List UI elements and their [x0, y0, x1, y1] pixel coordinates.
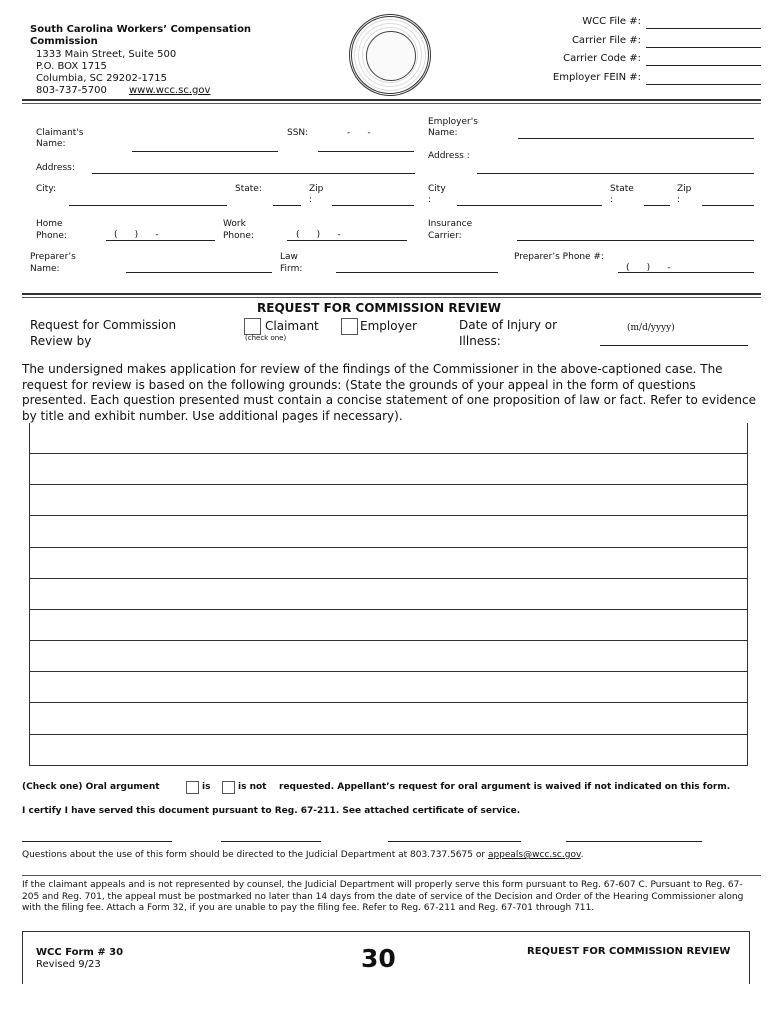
employer-address-field[interactable] — [477, 173, 754, 174]
insurance-carrier-label: Insurance Carrier: — [428, 219, 473, 241]
oral-argument-is-label: is — [202, 782, 211, 792]
address-field[interactable] — [92, 173, 415, 174]
org-address-line2: P.O. BOX 1715 — [36, 61, 107, 72]
date-of-injury-field[interactable] — [600, 345, 748, 346]
claimant-name-label: Claimant's Name: — [36, 128, 84, 149]
oral-argument-is-not-label: is not — [238, 782, 267, 792]
ssn-label: SSN: — [287, 128, 309, 138]
work-phone-mask: ( ) - — [296, 230, 341, 240]
city-label: City: — [36, 184, 57, 194]
signature-line-4[interactable] — [566, 841, 702, 842]
form-big-number: 30 — [361, 944, 396, 973]
state-label: State: — [235, 184, 262, 194]
form-number: WCC Form # 30 — [36, 947, 124, 958]
requested-by-label: Request for Commission Review by — [30, 318, 177, 348]
org-phone: 803-737-5700 — [36, 85, 107, 96]
employer-name-label: Employer's Name: — [428, 117, 478, 138]
org-website-link[interactable]: www.wcc.sc.gov — [129, 85, 211, 96]
org-name: South Carolina Workers’ Compensation Commission — [30, 24, 252, 47]
service-notice: If the claimant appeals and is not represented by counsel, the Judicial Department will properly serve this form pursuant to Reg. 67-607 C. Pursuant to Reg. 67-205 and Reg. 701, the appeal must be postmarked no later than 14 days from the date of service of the Decision and Order of the Hearing Commissioner along with the filing fee. Attach a Form 32, if you are unable to pay the filing fee. Refer to Reg. 67-211 and Reg. 67-701 through 711. — [22, 880, 744, 913]
home-phone-mask: ( ) - — [114, 230, 159, 240]
home-phone-field[interactable] — [106, 240, 215, 241]
insurance-carrier-field[interactable] — [517, 240, 754, 241]
carrier-file-label: Carrier File #: — [571, 35, 641, 46]
employer-fein-field[interactable] — [646, 84, 761, 85]
preparer-phone-mask: ( ) - — [626, 263, 671, 273]
employer-zip-label: Zip : — [677, 184, 692, 205]
questions-text: Questions about the use of this form should be directed to the Judicial Department at 803.737.5675 or — [22, 850, 486, 860]
employer-option-label: Employer — [360, 319, 417, 333]
certify-statement: I certify I have served this document pursuant to Reg. 67-211. See attached certificate of service. — [22, 806, 521, 816]
employer-city-field[interactable] — [457, 205, 602, 206]
oral-argument-prefix: (Check one) Oral argument — [22, 782, 160, 792]
grounds-textarea[interactable] — [29, 423, 748, 766]
signature-line-1[interactable] — [22, 841, 172, 842]
header-divider — [22, 99, 761, 101]
preparer-name-label: Preparer’s Name: — [30, 252, 76, 274]
date-of-injury-label: Date of Injury or Illness: — [459, 318, 558, 348]
review-title: REQUEST FOR COMMISSION REVIEW — [257, 301, 502, 315]
employer-state-label: State : — [610, 184, 634, 205]
wcc-file-label: WCC File #: — [582, 16, 641, 27]
address-label: Address: — [36, 163, 75, 173]
home-phone-label: Home Phone: — [36, 219, 67, 241]
zip-label: Zip : — [309, 184, 324, 205]
employer-state-field[interactable] — [644, 205, 670, 206]
appeals-email-link[interactable]: appeals@wcc.sc.gov — [487, 850, 581, 860]
footer-form-title: REQUEST FOR COMMISSION REVIEW — [527, 946, 731, 957]
claimant-checkbox[interactable] — [244, 318, 261, 335]
employer-fein-label: Employer FEIN #: — [552, 72, 641, 83]
preparer-phone-field[interactable] — [618, 272, 754, 273]
review-instructions: The undersigned makes application for review of the findings of the Commissioner in the above-captioned case. The request for review is based on the following grounds: (State the grounds of your appeal in the form of questions presented. Each question presented must contain a concise statement of one proposition of law or fact. Refer to evidence by title and exhibit number. Use additional pages if necessary). — [22, 362, 756, 423]
state-seal-icon — [349, 14, 431, 96]
employer-address-label: Address : — [428, 151, 470, 161]
ssn-field[interactable] — [318, 151, 414, 152]
claimant-option-label: Claimant — [265, 319, 319, 333]
work-phone-field[interactable] — [287, 240, 407, 241]
notice-divider — [22, 875, 761, 876]
city-field[interactable] — [69, 205, 227, 206]
date-placeholder: (m/d/yyyy) — [627, 323, 675, 333]
oral-argument-suffix: requested. Appellant’s request for oral argument is waived if not indicated on this form. — [279, 782, 731, 792]
revised-date: Revised 9/23 — [36, 959, 101, 970]
law-firm-label: Law Firm: — [280, 252, 303, 274]
law-firm-field[interactable] — [336, 272, 498, 273]
carrier-code-field[interactable] — [646, 65, 761, 66]
carrier-code-label: Carrier Code #: — [563, 53, 641, 64]
zip-field[interactable] — [332, 205, 414, 206]
claimant-name-field[interactable] — [132, 151, 278, 152]
check-one-note: (check one) — [245, 334, 287, 342]
section-divider-thin — [22, 297, 761, 298]
questions-note — [22, 850, 583, 860]
state-field[interactable] — [273, 205, 301, 206]
ssn-mask: - - — [347, 128, 371, 138]
employer-checkbox[interactable] — [341, 318, 358, 335]
header-divider-thin — [22, 103, 761, 104]
section-divider — [22, 293, 761, 295]
carrier-file-field[interactable] — [646, 47, 761, 48]
employer-name-field[interactable] — [518, 138, 754, 139]
org-address-line1: 1333 Main Street, Suite 500 — [36, 49, 177, 60]
signature-line-2[interactable] — [221, 841, 321, 842]
org-address-line3: Columbia, SC 29202-1715 — [36, 73, 167, 84]
questions-end: . — [580, 850, 584, 860]
preparer-phone-label: Preparer’s Phone #: — [514, 252, 604, 262]
preparer-name-field[interactable] — [126, 272, 272, 273]
signature-line-3[interactable] — [388, 841, 521, 842]
employer-zip-field[interactable] — [702, 205, 754, 206]
work-phone-label: Work Phone: — [223, 219, 254, 241]
employer-city-label: City : — [428, 184, 446, 205]
wcc-file-field[interactable] — [646, 28, 761, 29]
